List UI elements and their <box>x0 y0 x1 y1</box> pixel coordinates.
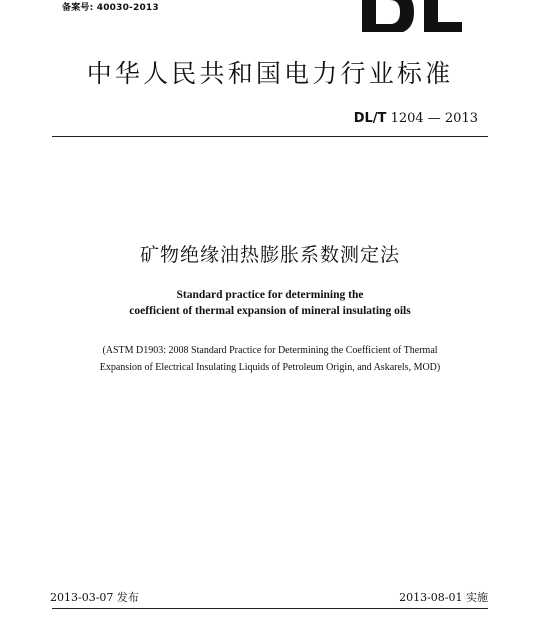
implementation-date: 2013-08-01 实施 <box>399 591 488 604</box>
bottom-divider <box>52 608 488 609</box>
dl-logo <box>358 0 473 32</box>
adoption-line2: Expansion of Electrical Insulating Liquids of Petroleum Origin, and Askarels, MOD) <box>99 362 441 373</box>
adoption-line1: (ASTM D1903: 2008 Standard Practice for Determining the Coefficient of Thermal <box>102 345 438 356</box>
filing-number: 备案号: 40030-2013 <box>62 3 159 13</box>
standard-number <box>354 111 478 126</box>
issuing-authority: 中华人民共和国电力行业标准 <box>86 59 454 88</box>
standard-code: DL/T <box>353 111 387 126</box>
title-english <box>0 287 540 319</box>
title-english-line1: Standard practice for determining the <box>176 289 364 301</box>
standard-year: 1204 — 2013 <box>390 111 478 126</box>
title-english-line2: coefficient of thermal expansion of mineral insulating oils <box>129 305 411 317</box>
title-chinese: 矿物绝缘油热膨胀系数测定法 <box>139 244 400 266</box>
top-divider <box>52 136 488 137</box>
adoption-note <box>0 342 540 376</box>
publication-date: 2013-03-07 发布 <box>50 591 139 604</box>
